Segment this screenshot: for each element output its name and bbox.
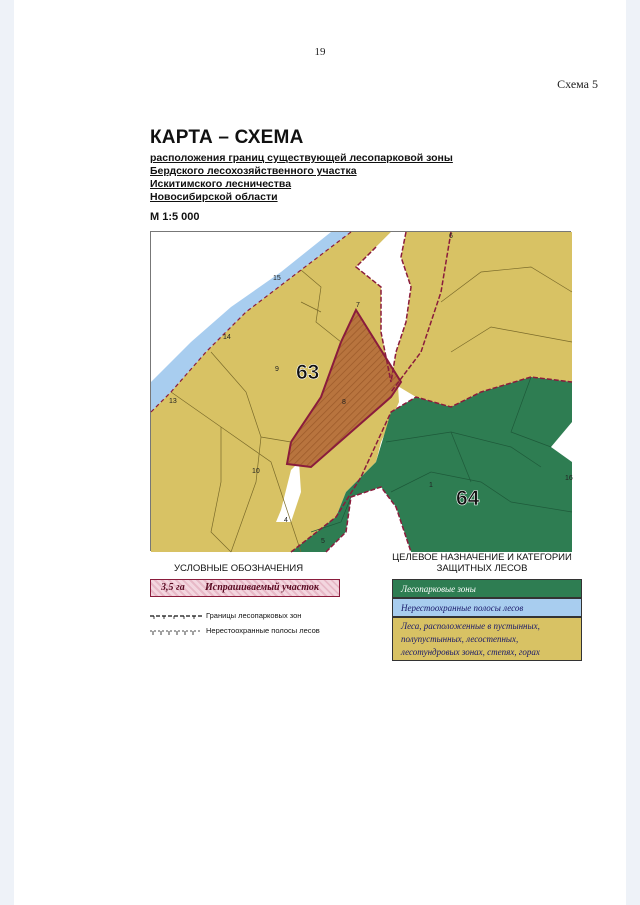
- map-title: КАРТА – СХЕМА: [150, 127, 304, 148]
- legend-requested-plot: [150, 579, 340, 597]
- parcel-number: 9: [275, 366, 279, 373]
- parcel-number: 7: [356, 302, 360, 309]
- subtitle-line-2: Бердского лесохозяйственного участка: [150, 165, 357, 177]
- parcel-number: 4: [284, 517, 288, 524]
- legend-park-zone-boundary: Границы лесопарковых зон: [150, 611, 390, 623]
- category-steppe-forest: Леса, расположенные в пустынных, полупустынных, лесостепных, лесотундровых зонах, степях, горах: [392, 617, 582, 661]
- legend-plot-label: Испрашиваемый участок: [205, 582, 319, 593]
- parcel-number: 16: [565, 475, 573, 482]
- legend-spawning-belt: Нерестоохранные полосы лесов: [150, 626, 390, 638]
- parcel-number: 6: [449, 233, 453, 240]
- subtitle-line-4: Новосибирской области: [150, 191, 278, 203]
- scheme-label: Схема 5: [557, 77, 598, 91]
- legend-symbols-heading: УСЛОВНЫЕ ОБОЗНАЧЕНИЯ: [174, 563, 304, 574]
- dashed-belt-icon: [150, 628, 202, 636]
- parcel-number: 1: [429, 482, 433, 489]
- parcel-number: 8: [342, 399, 346, 406]
- subtitle-line-3: Искитимского лесничества: [150, 178, 292, 190]
- quarter-number-63: 63: [296, 361, 320, 384]
- map-scale: М 1:5 000: [150, 211, 200, 223]
- dashed-boundary-icon: [150, 613, 202, 621]
- category-park-zone: Лесопарковые зоны: [392, 579, 582, 598]
- parcel-number: 10: [252, 468, 260, 475]
- map-area: [150, 231, 571, 551]
- category-spawning-belt: Нерестоохранные полосы лесов: [392, 598, 582, 617]
- quarter-number-64: 64: [456, 487, 480, 510]
- parcel-number: 15: [273, 275, 281, 282]
- legend-plot-area: 3,5 га: [161, 582, 185, 593]
- parcel-number: 5: [321, 538, 325, 545]
- parcel-number: 14: [223, 334, 231, 341]
- legend-categories-heading: ЦЕЛЕВОЕ НАЗНАЧЕНИЕ И КАТЕГОРИИ ЗАЩИТНЫХ ЛЕСОВ: [392, 552, 572, 574]
- document-page: [14, 0, 626, 905]
- parcel-number: 13: [169, 398, 177, 405]
- subtitle-line-1: расположения границ существующей лесопарковой зоны: [150, 152, 453, 164]
- page-number: 19: [314, 46, 326, 58]
